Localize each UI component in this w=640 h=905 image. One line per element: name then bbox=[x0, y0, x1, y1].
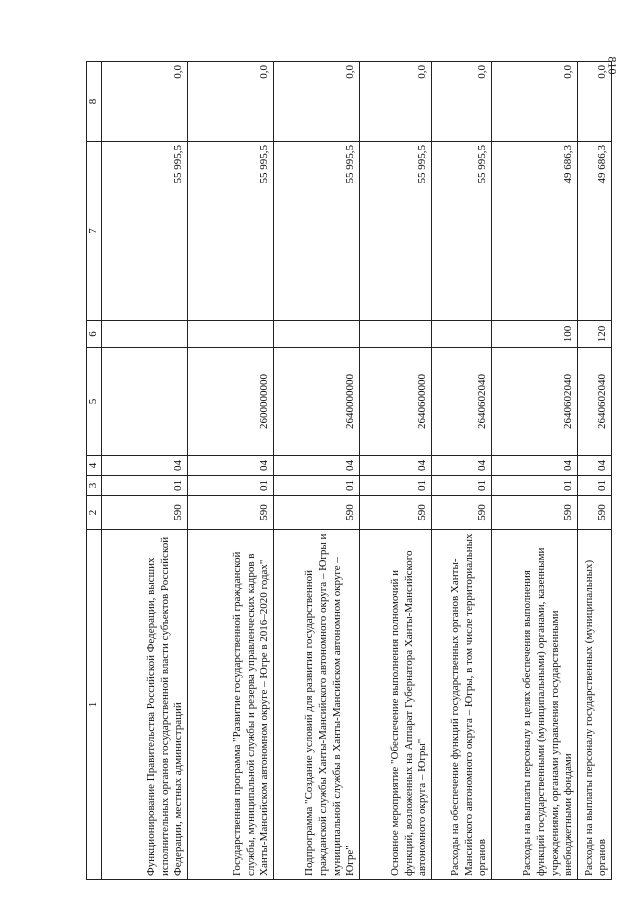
row-c8: 0,0 bbox=[432, 62, 492, 142]
row-c5: 2640602040 bbox=[492, 348, 578, 456]
header-col-7: 7 bbox=[87, 142, 102, 321]
row-c6: 120 bbox=[578, 321, 612, 348]
row-c7: 55 995,5 bbox=[432, 142, 492, 321]
row-c4: 04 bbox=[360, 456, 432, 476]
row-name: Государственная программа "Развитие государственной гражданской службы, муниципальной службы и резерва управленческих кадров в Ханты-Мансийском автономном округе – Югре в 2016–2020 годах" bbox=[188, 530, 274, 880]
row-name: Расходы на обеспечение функций государственных органов Ханты-Мансийского автономного округа – Югры, в том числе территориальных органов bbox=[432, 530, 492, 880]
table-row bbox=[492, 62, 578, 880]
header-col-6: 6 bbox=[87, 321, 102, 348]
row-c5: 2640602040 bbox=[432, 348, 492, 456]
rotated-table-area bbox=[86, 62, 609, 880]
row-c4: 04 bbox=[188, 456, 274, 476]
row-c7: 55 995,5 bbox=[188, 142, 274, 321]
row-c2: 590 bbox=[432, 496, 492, 530]
header-col-2: 2 bbox=[87, 496, 102, 530]
row-c3: 01 bbox=[578, 476, 612, 496]
row-c7: 55 995,5 bbox=[274, 142, 360, 321]
row-c3: 01 bbox=[432, 476, 492, 496]
header-col-5: 5 bbox=[87, 348, 102, 456]
row-name: Основное мероприятие "Обеспечение выполнения полномочий и функций, возложенных на Аппарат Губернатора Ханты-Мансийского автономного округа – Югры" bbox=[360, 530, 432, 880]
row-c2: 590 bbox=[578, 496, 612, 530]
row-c4: 04 bbox=[492, 456, 578, 476]
row-c6 bbox=[432, 321, 492, 348]
row-c5: 2640602040 bbox=[578, 348, 612, 456]
row-c6 bbox=[274, 321, 360, 348]
row-c5 bbox=[102, 348, 188, 456]
row-c4: 04 bbox=[432, 456, 492, 476]
header-col-1: 1 bbox=[87, 530, 102, 880]
row-c6 bbox=[188, 321, 274, 348]
row-c2: 590 bbox=[274, 496, 360, 530]
budget-table bbox=[86, 61, 612, 880]
row-c5: 2600000000 bbox=[188, 348, 274, 456]
page-number: 810 bbox=[605, 56, 620, 75]
row-c8: 0,0 bbox=[360, 62, 432, 142]
row-c4: 04 bbox=[102, 456, 188, 476]
row-c3: 01 bbox=[188, 476, 274, 496]
row-c7: 55 995,5 bbox=[102, 142, 188, 321]
row-c5: 2640000000 bbox=[274, 348, 360, 456]
row-c2: 590 bbox=[188, 496, 274, 530]
row-name: Расходы на выплаты персоналу государственных (муниципальных) органов bbox=[578, 530, 612, 880]
row-c7: 49 686,3 bbox=[492, 142, 578, 321]
header-row bbox=[87, 62, 102, 880]
table-row bbox=[432, 62, 492, 880]
table-row bbox=[188, 62, 274, 880]
table-row bbox=[578, 62, 612, 880]
header-col-8: 8 bbox=[87, 62, 102, 142]
row-c8: 0,0 bbox=[188, 62, 274, 142]
table-container bbox=[86, 62, 609, 880]
row-name: Подпрограмма "Создание условий для развития государственной гражданской службы Ханты-Мансийского автономного округа – Югры и муниципальной службы в Ханты-Мансийском автономном округе – Югре" bbox=[274, 530, 360, 880]
table-row bbox=[360, 62, 432, 880]
row-name: Функционирование Правительства Российской Федерации, высших исполнительных органов государственной власти субъектов Российской Федерации, местных администраций bbox=[102, 530, 188, 880]
row-c3: 01 bbox=[274, 476, 360, 496]
row-c2: 590 bbox=[492, 496, 578, 530]
row-c7: 49 686,3 bbox=[578, 142, 612, 321]
row-c3: 01 bbox=[102, 476, 188, 496]
row-c7: 55 995,5 bbox=[360, 142, 432, 321]
row-c6: 100 bbox=[492, 321, 578, 348]
row-c8: 0,0 bbox=[274, 62, 360, 142]
row-c8: 0,0 bbox=[578, 62, 612, 142]
row-c2: 590 bbox=[360, 496, 432, 530]
row-c8: 0,0 bbox=[492, 62, 578, 142]
table-row bbox=[102, 62, 188, 880]
row-c4: 04 bbox=[578, 456, 612, 476]
row-c8: 0,0 bbox=[102, 62, 188, 142]
row-c6 bbox=[360, 321, 432, 348]
row-c3: 01 bbox=[492, 476, 578, 496]
row-c4: 04 bbox=[274, 456, 360, 476]
row-name: Расходы на выплаты персоналу в целях обеспечения выполнения функций государственными (муниципальными) органами, казенными учреждениями, органами управления государственными внебюджетными фондами bbox=[492, 530, 578, 880]
row-c5: 2640600000 bbox=[360, 348, 432, 456]
row-c2: 590 bbox=[102, 496, 188, 530]
header-col-4: 4 bbox=[87, 456, 102, 476]
header-col-3: 3 bbox=[87, 476, 102, 496]
table-row bbox=[274, 62, 360, 880]
row-c3: 01 bbox=[360, 476, 432, 496]
row-c6 bbox=[102, 321, 188, 348]
